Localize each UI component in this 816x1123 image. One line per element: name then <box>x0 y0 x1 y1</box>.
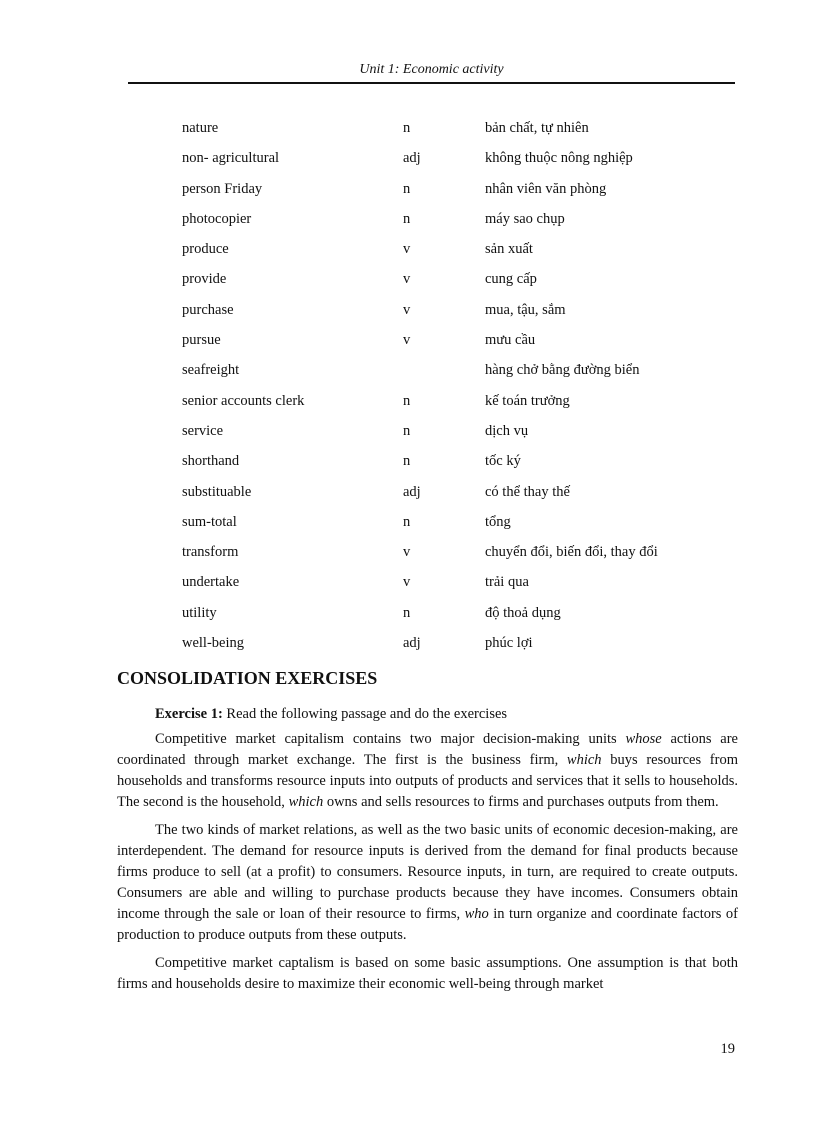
p1-text: actions are coordinated through market exchange. The first is the business firm, <box>117 731 738 768</box>
vocab-part-of-speech: n <box>403 513 411 530</box>
vocab-part-of-speech: adj <box>403 150 421 167</box>
vocab-part-of-speech: adj <box>403 483 421 500</box>
vocab-meaning: dịch vụ <box>485 422 529 439</box>
section-title: CONSOLIDATION EXERCISES <box>117 668 378 688</box>
vocab-meaning: không thuộc nông nghiệp <box>485 150 633 167</box>
vocab-part-of-speech: adj <box>403 635 421 652</box>
vocab-part-of-speech: n <box>403 422 411 439</box>
vocab-meaning: mưu cầu <box>485 332 536 349</box>
exercise-body <box>117 704 738 995</box>
vocab-meaning: hàng chở bằng đường biển <box>485 362 640 379</box>
vocab-word: substituable <box>182 483 252 500</box>
page-number: 19 <box>720 1041 735 1057</box>
vocab-word: person Friday <box>182 180 263 197</box>
vocab-part-of-speech: v <box>403 574 411 591</box>
vocab-part-of-speech: n <box>403 453 411 470</box>
vocab-word: shorthand <box>182 453 240 470</box>
vocab-part-of-speech: n <box>403 604 411 621</box>
paragraph-2 <box>117 820 738 946</box>
vocab-part-of-speech: n <box>403 210 411 227</box>
vocab-word: pursue <box>182 332 221 349</box>
vocab-part-of-speech: v <box>403 301 411 318</box>
vocab-word: photocopier <box>182 210 252 227</box>
vocab-meaning: có thể thay thế <box>485 483 570 500</box>
vocab-word: well-being <box>182 635 245 652</box>
paragraph-3: Competitive market captalism is based on some basic assumptions. One assumption is that both firms and households desire to maximize their economic well-being through market <box>117 955 738 992</box>
p1-emphasis: which <box>288 794 324 810</box>
p2-text: in turn organize and coordinate factors of production to produce outputs from these outputs. <box>117 906 738 943</box>
vocab-meaning: chuyển đổi, biến đổi, thay đổi <box>485 544 658 561</box>
vocab-meaning: độ thoả dụng <box>485 604 561 621</box>
vocab-part-of-speech: v <box>403 544 411 561</box>
vocab-meaning: mua, tậu, sắm <box>485 301 566 318</box>
vocab-part-of-speech: n <box>403 180 411 197</box>
paragraph-1 <box>117 729 738 813</box>
vocab-meaning: tốc ký <box>485 453 521 470</box>
vocab-word: undertake <box>182 574 240 591</box>
vocab-part-of-speech: n <box>403 392 411 409</box>
exercise-label: Exercise 1: <box>155 706 223 722</box>
p1-text: Competitive market capitalism contains two major decision-making units <box>155 731 626 747</box>
vocab-meaning: cung cấp <box>485 271 537 288</box>
p1-emphasis: which <box>566 752 602 768</box>
vocab-word: seafreight <box>182 362 240 379</box>
vocab-meaning: phúc lợi <box>485 635 533 652</box>
vocab-word: sum-total <box>182 513 237 530</box>
vocab-word: utility <box>182 604 217 621</box>
p1-text: buys resources from households and transforms resource inputs into outputs of products and services that it sells to households. The second is the household, <box>117 752 738 810</box>
p1-emphasis: whose <box>625 731 662 747</box>
vocab-word: non- agricultural <box>182 150 280 167</box>
vocab-word: senior accounts clerk <box>182 392 305 409</box>
vocab-word: provide <box>182 271 227 288</box>
exercise-text: Read the following passage and do the exercises <box>222 706 508 722</box>
vocab-meaning: sản xuất <box>485 241 533 258</box>
vocab-meaning: máy sao chụp <box>485 210 565 227</box>
exercise-instruction <box>117 704 738 725</box>
vocab-part-of-speech: v <box>403 332 411 349</box>
vocab-word: purchase <box>182 301 234 318</box>
vocab-meaning: nhân viên văn phòng <box>485 180 607 197</box>
p2-text: The two kinds of market relations, as well as the two basic units of economic decesion-making, are interdependent. The demand for resource inputs is derived from the demand for final products because firms produce to sell (at a profit) to consumers. Resource inputs, in turn, are required to create outputs. Consumers are able and willing to purchase products because they have incomes. Consumers obtain income through the sale or loan of their resource to firms, <box>117 822 738 922</box>
header-rule <box>128 82 735 84</box>
p2-emphasis: who <box>464 906 489 922</box>
vocab-part-of-speech: v <box>403 271 411 288</box>
vocab-meaning: bản chất, tự nhiên <box>485 120 589 136</box>
p1-text: owns and sells resources to firms and purchases outputs from them. <box>323 794 719 810</box>
vocab-meaning: kế toán trưởng <box>485 392 570 409</box>
vocab-word: service <box>182 422 224 439</box>
vocab-meaning: trải qua <box>485 574 529 591</box>
vocab-part-of-speech: n <box>403 120 411 136</box>
vocab-word: produce <box>182 241 229 258</box>
running-header: Unit 1: Economic activity <box>359 62 504 77</box>
vocab-meaning: tổng <box>485 513 511 530</box>
vocab-part-of-speech: v <box>403 241 411 258</box>
vocab-word: transform <box>182 544 239 561</box>
vocab-word: nature <box>182 120 219 136</box>
